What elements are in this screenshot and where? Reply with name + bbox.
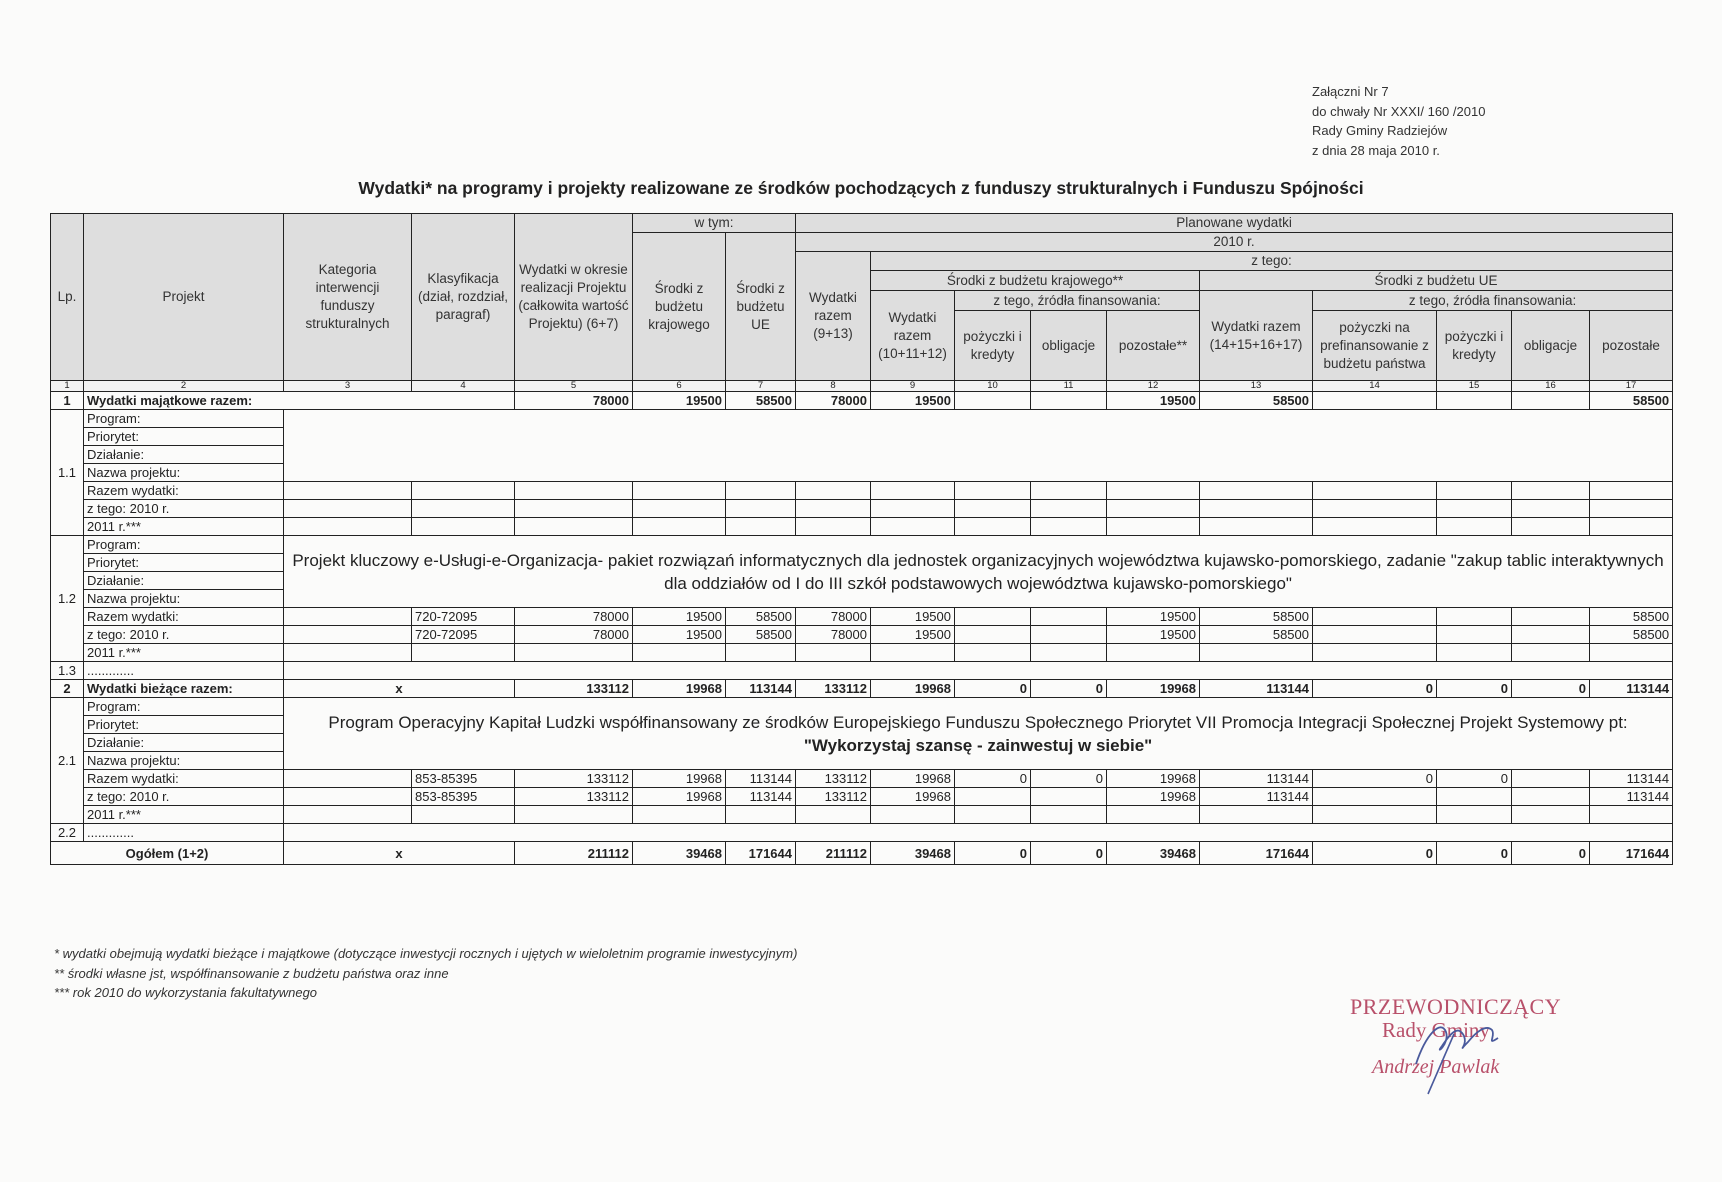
cell-value [1107,500,1200,518]
cell-value: 58500 [1200,626,1313,644]
cell-klasyfikacja: 853-85395 [412,770,515,788]
annex-line: do chwały Nr XXXI/ 160 /2010 [1312,103,1486,119]
cell-value [1031,788,1107,806]
row-lp: 1.1 [51,410,84,536]
header-lp: Lp. [51,214,84,381]
col-number: 14 [1313,381,1437,392]
row-label: Razem wydatki: [84,770,284,788]
cell-value: 19968 [1107,770,1200,788]
row-lp: 2 [51,680,84,698]
cell-value [1107,806,1200,824]
header-z-tego: z tego: [871,252,1673,271]
chairman-stamp [1346,994,1566,1094]
cell-value [1437,644,1512,662]
cell-value [1200,518,1313,536]
cell-value: 78000 [515,608,633,626]
col-number: 17 [1590,381,1673,392]
cell-value: 0 [1437,680,1512,698]
cell-value [1590,806,1673,824]
cell-value [871,500,955,518]
cell-value [1031,482,1107,500]
row-label: ............. [84,824,284,842]
cell-value [1313,500,1437,518]
header-planowane: Planowane wydatki [796,214,1673,233]
row-label: z tego: 2010 r. [84,788,284,806]
column-number-row [51,381,1673,392]
cell-value [284,788,412,806]
cell-value [1512,500,1590,518]
cell-value [726,482,796,500]
row-label: Program: [84,410,284,428]
cell-value: 78000 [796,626,871,644]
col-number: 9 [871,381,955,392]
cell-x: x [284,680,515,698]
cell-value [284,608,412,626]
table-row [51,482,1673,500]
cell-value: 19500 [871,608,955,626]
cell-value [726,518,796,536]
row-label: Priorytet: [84,716,284,734]
row-label-total: Ogółem (1+2) [51,842,284,865]
cell-value: 211112 [515,842,633,865]
cell-value [955,788,1031,806]
empty-area [284,824,1673,842]
cell-value [1590,518,1673,536]
cell-value [1512,518,1590,536]
row-lp: 1.3 [51,662,84,680]
row-lp: 1.2 [51,536,84,662]
cell-value [1512,626,1590,644]
cell-value: 133112 [796,770,871,788]
row-label: 2011 r.*** [84,518,284,536]
cell-value [871,482,955,500]
cell-value [412,500,515,518]
cell-value: 0 [955,842,1031,865]
header-pozyczki: pożyczki i kredyty [955,311,1031,381]
cell-value [1437,788,1512,806]
header-prefinansowanie: pożyczki na prefinansowanie z budżetu państwa [1313,311,1437,381]
cell-value [1437,500,1512,518]
cell-value [1031,806,1107,824]
table-row [51,788,1673,806]
cell-value [1313,608,1437,626]
cell-value: 78000 [515,626,633,644]
cell-value [1512,608,1590,626]
cell-value: 39468 [633,842,726,865]
col-number: 7 [726,381,796,392]
cell-value [1200,482,1313,500]
cell-value: 58500 [1590,626,1673,644]
row-label: z tego: 2010 r. [84,500,284,518]
stamp-line: Rady Gminy [1382,1018,1490,1042]
cell-value [1031,644,1107,662]
program-description-text: Program Operacyjny Kapitał Ludzki współfinansowany ze środków Europejskiego Funduszu Społecznego Priorytet VII Promocja Integracji Społecznej Projekt Systemowy pt: [328,712,1628,732]
cell-value: 0 [955,770,1031,788]
cell-value: 0 [1437,842,1512,865]
col-number: 13 [1200,381,1313,392]
row-label: Program: [84,698,284,716]
cell-value: 58500 [1590,392,1673,410]
cell-value: 78000 [796,392,871,410]
cell-value: 19968 [871,788,955,806]
header-zrodla-krajowe: z tego, źródła finansowania: [955,291,1200,311]
expenditure-table [50,213,1673,865]
header-kategoria: Kategoria interwencji funduszy strukturalnych [284,214,412,381]
header-klasyfikacja: Klasyfikacja (dział, rozdział, paragraf) [412,214,515,381]
header-projekt: Projekt [84,214,284,381]
cell-value [1107,644,1200,662]
table-row-total [51,842,1673,865]
cell-value [1512,482,1590,500]
cell-value: 113144 [1200,788,1313,806]
cell-value [955,500,1031,518]
cell-value [955,806,1031,824]
cell-value: 0 [955,680,1031,698]
cell-value [1031,500,1107,518]
cell-value [412,518,515,536]
row-label: Nazwa projektu: [84,590,284,608]
row-lp: 1 [51,392,84,410]
cell-value [1512,392,1590,410]
row-label: Działanie: [84,734,284,752]
cell-value: 133112 [515,788,633,806]
footnote: *** rok 2010 do wykorzystania fakultatywnego [54,985,318,1000]
row-label: 2011 r.*** [84,806,284,824]
cell-value: 19968 [633,788,726,806]
cell-value: 113144 [1200,680,1313,698]
col-number: 6 [633,381,726,392]
footnotes [54,944,797,1003]
row-label: 2011 r.*** [84,644,284,662]
cell-value: 19500 [633,392,726,410]
row-lp: 2.2 [51,824,84,842]
col-number: 2 [84,381,284,392]
cell-value [1313,518,1437,536]
cell-value: 0 [1313,842,1437,865]
cell-value [796,644,871,662]
cell-value: 19968 [871,680,955,698]
cell-value [1313,626,1437,644]
cell-value [1031,608,1107,626]
cell-value [726,644,796,662]
cell-value [1590,482,1673,500]
cell-value: 171644 [726,842,796,865]
cell-value: 58500 [1200,608,1313,626]
header-pozyczki-ue: pożyczki i kredyty [1437,311,1512,381]
cell-klasyfikacja: 853-85395 [412,788,515,806]
cell-value: 113144 [726,770,796,788]
cell-value: 78000 [796,608,871,626]
header-srodki-budzet-ue: Środki z budżetu UE [1200,271,1673,291]
row-label: Działanie: [84,446,284,464]
cell-value [412,482,515,500]
header-srodki-ue: Środki z budżetu UE [726,233,796,381]
cell-value [1512,770,1590,788]
header-w-tym: w tym: [633,214,796,233]
header-wydatki-okres: Wydatki w okresie realizacji Projektu (całkowita wartość Projektu) (6+7) [515,214,633,381]
cell-value [1031,392,1107,410]
cell-value [1512,644,1590,662]
cell-value [284,500,412,518]
cell-value [955,518,1031,536]
annex-line: Rady Gminy Radziejów [1312,123,1448,138]
cell-value [1512,806,1590,824]
cell-value: 0 [1031,680,1107,698]
header-zrodla-ue: z tego, źródła finansowania: [1313,291,1673,311]
cell-value [633,518,726,536]
cell-value [1437,518,1512,536]
cell-value [955,482,1031,500]
cell-value [955,644,1031,662]
header-wydatki-razem-9-13: Wydatki razem (9+13) [796,252,871,381]
row-label: Razem wydatki: [84,608,284,626]
program-description [284,698,1673,770]
table-row [51,626,1673,644]
cell-value [284,644,412,662]
cell-value [871,644,955,662]
cell-value: 0 [1031,770,1107,788]
row-label: Nazwa projektu: [84,464,284,482]
header-obligacje-ue: obligacje [1512,311,1590,381]
cell-value [633,500,726,518]
col-number: 5 [515,381,633,392]
cell-value: 19968 [633,680,726,698]
annex-line: z dnia 28 maja 2010 r. [1312,142,1440,158]
cell-value: 113144 [726,680,796,698]
cell-value: 58500 [726,626,796,644]
col-number: 1 [51,381,84,392]
col-number: 4 [412,381,515,392]
table-row [51,662,1673,680]
col-number: 8 [796,381,871,392]
cell-x: x [284,842,515,865]
cell-value [1313,644,1437,662]
header-srodki-krajowe: Środki z budżetu krajowego [633,233,726,381]
row-label: Priorytet: [84,554,284,572]
cell-value: 19500 [633,626,726,644]
cell-value [955,608,1031,626]
cell-value [1107,518,1200,536]
cell-value [1437,392,1512,410]
row-label: Działanie: [84,572,284,590]
cell-value: 113144 [726,788,796,806]
cell-value [1200,644,1313,662]
cell-value [633,482,726,500]
table-row [51,410,1673,428]
cell-value [1437,482,1512,500]
table-row-section-2 [51,680,1673,698]
stamp-line: PRZEWODNICZĄCY [1350,994,1562,1019]
header-rok: 2010 r. [796,233,1673,252]
header-wydatki-razem-10-12: Wydatki razem (10+11+12) [871,291,955,381]
cell-value [515,500,633,518]
cell-value [955,626,1031,644]
cell-value [726,500,796,518]
cell-value: 133112 [515,680,633,698]
table-row [51,698,1673,716]
cell-value [1437,806,1512,824]
cell-klasyfikacja: 720-72095 [412,608,515,626]
cell-value: 0 [1512,842,1590,865]
header-pozostale-krajowe: pozostałe** [1107,311,1200,381]
row-label: Wydatki bieżące razem: [84,680,284,698]
cell-value [284,626,412,644]
cell-value: 211112 [796,842,871,865]
cell-value [1590,500,1673,518]
cell-value: 19968 [633,770,726,788]
cell-value: 133112 [796,788,871,806]
cell-value [796,482,871,500]
project-description: Projekt kluczowy e-Usługi-e-Organizacja- pakiet rozwiązań informatycznych dla jednostek organizacyjnych województwa kujawsko-pomorskiego, zadanie "zakup tablic interaktywnych dla oddziałów od I do III szkół podstawowych województwa kujawsko-pomorskiego" [284,536,1673,608]
empty-area [284,662,1673,680]
header-obligacje: obligacje [1031,311,1107,381]
table-row [51,770,1673,788]
cell-value: 133112 [796,680,871,698]
cell-value [1590,644,1673,662]
cell-value: 19500 [1107,608,1200,626]
cell-value [1512,788,1590,806]
cell-value [871,806,955,824]
cell-value: 19500 [633,608,726,626]
annex-line: Załączni Nr 7 [1312,84,1389,99]
table-row-section-1 [51,392,1673,410]
row-label: Program: [84,536,284,554]
cell-value [515,644,633,662]
table-row [51,644,1673,662]
cell-value [284,806,412,824]
cell-value [1313,392,1437,410]
page-title: Wydatki* na programy i projekty realizowane ze środków pochodzących z funduszy strukturalnych i Funduszu Spójności [358,178,1364,198]
cell-value: 19968 [871,770,955,788]
cell-value [955,392,1031,410]
row-label: Wydatki majątkowe razem: [84,392,515,410]
cell-value [515,806,633,824]
cell-value [1313,482,1437,500]
cell-value [412,806,515,824]
header-pozostale-ue: pozostałe [1590,311,1673,381]
row-label: z tego: 2010 r. [84,626,284,644]
cell-value: 0 [1512,680,1590,698]
empty-description-area [284,410,1673,482]
col-number: 16 [1512,381,1590,392]
row-label: Razem wydatki: [84,482,284,500]
cell-value [871,518,955,536]
table-row [51,824,1673,842]
cell-value: 0 [1313,770,1437,788]
cell-value: 19500 [871,392,955,410]
cell-value: 19968 [1107,788,1200,806]
stamp-line: Andrzej Pawlak [1372,1056,1500,1078]
cell-value: 19500 [1107,626,1200,644]
table-row [51,518,1673,536]
cell-value [1313,788,1437,806]
cell-value [1437,626,1512,644]
cell-value: 58500 [1590,608,1673,626]
cell-value [1313,806,1437,824]
cell-value: 19500 [871,626,955,644]
cell-value: 39468 [871,842,955,865]
cell-value [1107,482,1200,500]
col-number: 11 [1031,381,1107,392]
project-title: "Wykorzystaj szansę - zainwestuj w siebie" [803,735,1153,755]
cell-value: 78000 [515,392,633,410]
cell-value: 58500 [1200,392,1313,410]
table-header [51,214,1673,381]
cell-klasyfikacja: 720-72095 [412,626,515,644]
cell-value: 19968 [1107,680,1200,698]
table-row [51,806,1673,824]
cell-value: 19500 [1107,392,1200,410]
row-label: ............. [84,662,284,680]
cell-value: 0 [1031,842,1107,865]
cell-value [726,806,796,824]
cell-value [284,482,412,500]
cell-value [796,806,871,824]
cell-value: 113144 [1590,788,1673,806]
cell-value: 171644 [1590,842,1673,865]
table-row [51,536,1673,554]
annex-reference [1312,82,1485,160]
table-row [51,608,1673,626]
cell-value: 113144 [1200,770,1313,788]
row-lp: 2.1 [51,698,84,824]
cell-value [796,518,871,536]
cell-value: 58500 [726,608,796,626]
cell-value: 0 [1313,680,1437,698]
cell-value: 113144 [1590,680,1673,698]
cell-value [284,518,412,536]
col-number: 12 [1107,381,1200,392]
header-wydatki-razem-14-17: Wydatki razem (14+15+16+17) [1200,291,1313,381]
cell-value [1437,608,1512,626]
row-label: Priorytet: [84,428,284,446]
footnote: ** środki własne jst, współfinansowanie z budżetu państwa oraz inne [54,965,449,981]
row-label: Nazwa projektu: [84,752,284,770]
cell-value [1031,518,1107,536]
cell-value [1031,626,1107,644]
cell-value: 58500 [726,392,796,410]
cell-value: 0 [1437,770,1512,788]
cell-value [412,644,515,662]
cell-value: 39468 [1107,842,1200,865]
cell-value [796,500,871,518]
cell-value [1200,806,1313,824]
table-row [51,500,1673,518]
col-number: 15 [1437,381,1512,392]
footnote: * wydatki obejmują wydatki bieżące i majątkowe (dotyczące inwestycji rocznych i ujętych w wieloletnim programie inwestycyjnym) [54,946,798,961]
signature-icon [1346,994,1566,1099]
cell-value: 171644 [1200,842,1313,865]
cell-value [633,644,726,662]
cell-value [284,770,412,788]
cell-value: 133112 [515,770,633,788]
col-number: 3 [284,381,412,392]
header-srodki-budzet-krajowy: Środki z budżetu krajowego** [871,271,1200,291]
cell-value [515,518,633,536]
cell-value [633,806,726,824]
cell-value [515,482,633,500]
cell-value [1200,500,1313,518]
col-number: 10 [955,381,1031,392]
cell-value: 113144 [1590,770,1673,788]
